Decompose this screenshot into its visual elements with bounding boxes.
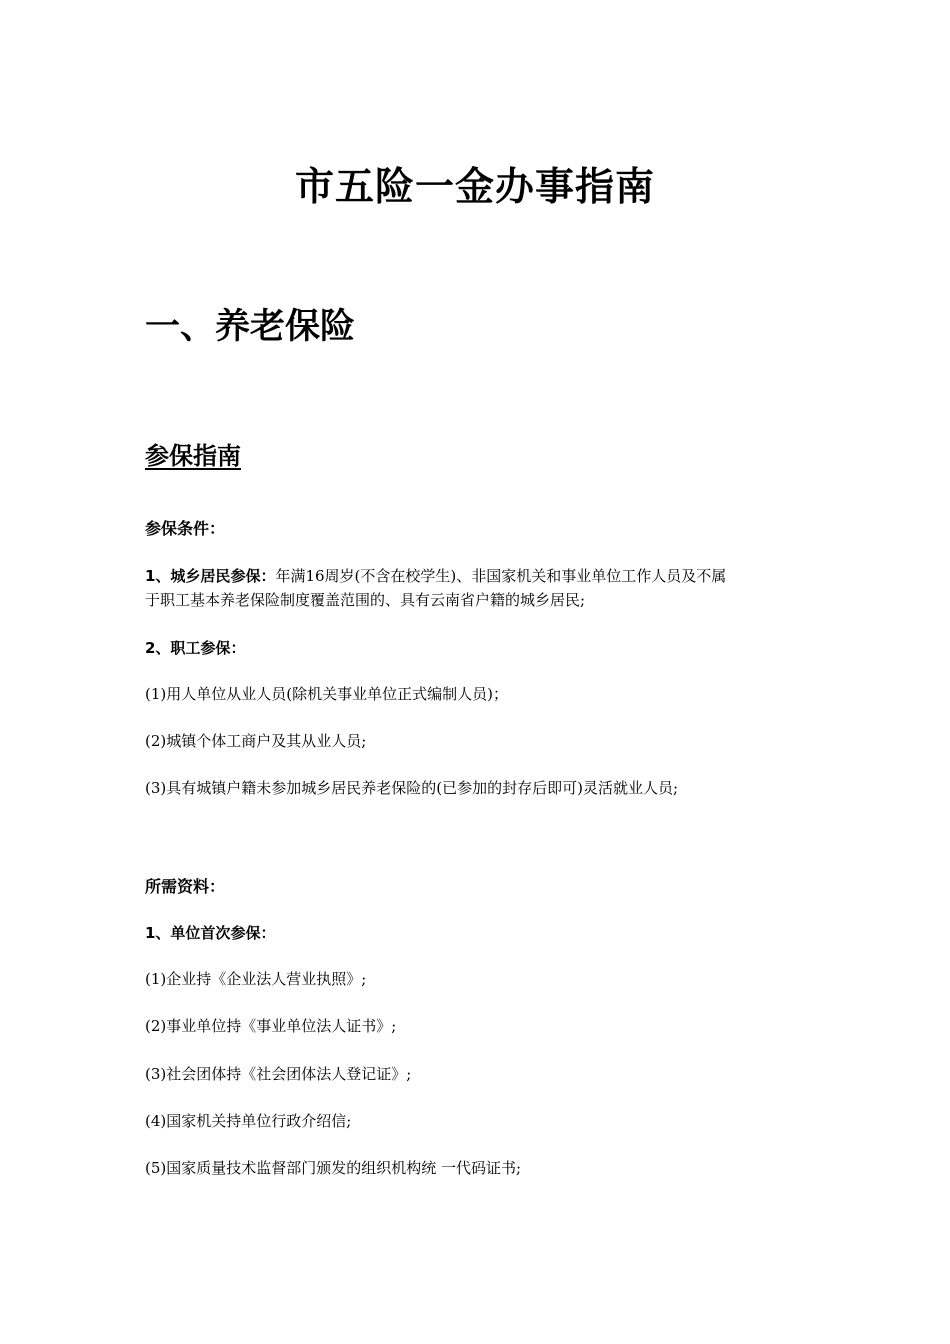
subsection-heading-guide: 参保指南 <box>145 442 241 470</box>
condition-item-2-label: 2、职工参保： <box>145 639 246 657</box>
materials-heading: 所需资料： <box>145 877 226 896</box>
materials-item-1-label: 1、单位首次参保： <box>145 924 276 942</box>
condition-item-1-line-1 <box>145 565 726 587</box>
section-heading-pension: 一、养老保险 <box>145 307 356 347</box>
materials-subitem: (1)企业持《企业法人营业执照》; <box>145 970 367 988</box>
conditions-heading: 参保条件： <box>145 519 226 538</box>
document-title: 市五险一金办事指南 <box>294 165 655 210</box>
condition-subitem: (3)具有城镇户籍未参加城乡居民养老保险的(已参加的封存后即可)灵活就业人员; <box>145 779 679 797</box>
condition-item-1-line-2: 于职工基本养老保险制度覆盖范围的、具有云南省户籍的城乡居民; <box>145 591 586 609</box>
condition-subitem: (2)城镇个体工商户及其从业人员; <box>145 732 367 750</box>
materials-subitem: (4)国家机关持单位行政介绍信; <box>145 1112 352 1130</box>
materials-subitem: (2)事业单位持《事业单位法人证书》; <box>145 1017 397 1035</box>
materials-subitem: (5)国家质量技术监督部门颁发的组织机构统 一代码证书; <box>145 1159 522 1177</box>
materials-subitem: (3)社会团体持《社会团体法人登记证》; <box>145 1065 412 1083</box>
condition-subitem: (1)用人单位从业人员(除机关事业单位正式编制人员)； <box>145 685 508 703</box>
condition-item-1-text: 年满16周岁(不含在校学生)、非国家机关和事业单位工作人员及不属 <box>275 567 727 585</box>
condition-item-1-label: 1、城乡居民参保： <box>145 567 276 585</box>
